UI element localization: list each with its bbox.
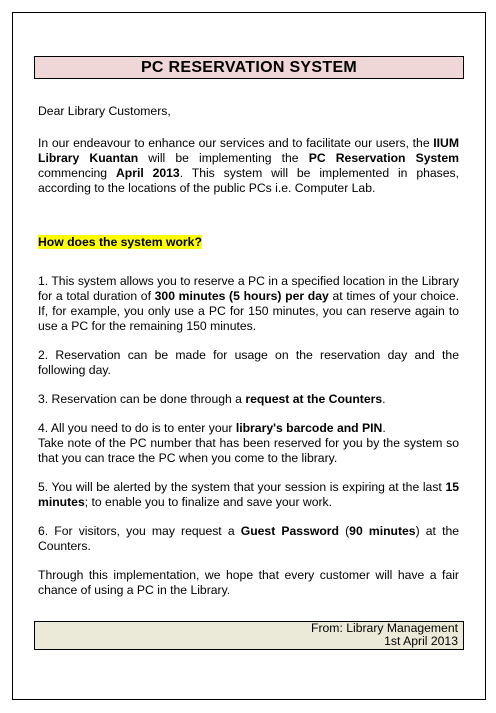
item-3: 3. Reservation can be done through a request at the Counters. [38, 392, 386, 406]
item-4: 4. All you need to do is to enter your library's barcode and PIN. Take note of the PC number that has been reserved for you by the system so that you can trace the PC when you come to the library. [38, 421, 459, 465]
item-2: 2. Reservation can be made for usage on the reservation day and the following day. [38, 348, 459, 377]
question-highlight: How does the system work? [38, 235, 202, 249]
item-5: 5. You will be alerted by the system that your session is expiring at the last 15 minutes; to enable you to finalize and save your work. [38, 480, 459, 509]
item-6: 6. For visitors, you may request a Guest Password (90 minutes) at the Counters. [38, 524, 460, 553]
footer-box [34, 621, 464, 650]
greeting: Dear Library Customers, [38, 104, 171, 118]
footer-from: From: Library Management [311, 621, 458, 635]
intro-paragraph: In our endeavour to enhance our services and to facilitate our users, the IIUM Library Kuantan will be implementing the PC Reservation System commencing April 2013. This system will be implemented in phases, according to the locations of the public PCs i.e. Computer Lab. [38, 136, 460, 195]
letter-body [38, 104, 459, 598]
closing-paragraph: Through this implementation, we hope that every customer will have a fair chance of using a PC in the Library. [38, 568, 459, 597]
footer-date: 1st April 2013 [384, 634, 458, 648]
question-heading [38, 235, 459, 250]
item-1: 1. This system allows you to reserve a PC in a specified location in the Library for a total duration of 300 minutes (5 hours) per day at times of your choice. If, for example, you only use a PC for 150 minutes, you can reserve again to use a PC for the remaining 150 minutes. [38, 274, 459, 333]
page-title: PC RESERVATION SYSTEM [34, 56, 464, 79]
